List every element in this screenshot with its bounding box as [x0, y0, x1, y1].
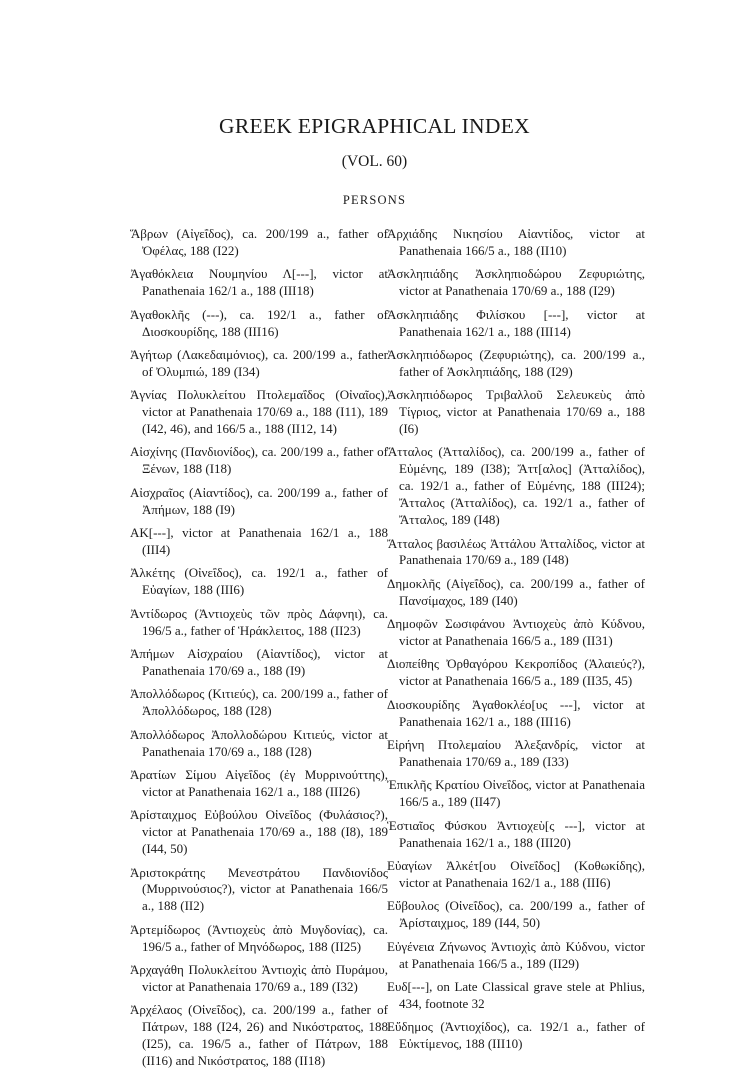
index-column-right [387, 226, 645, 1060]
index-entry: Εὔβουλος (Οἰνεΐδος), ca. 200/199 a., father of Ἀρίσταιχμος, 189 (I44, 50) [387, 898, 645, 931]
index-entry: Ἀρχιάδης Νικησίου Αἰαντίδος, victor at Panathenaia 166/5 a., 188 (II10) [387, 226, 645, 258]
index-entry: Ἀρχαγάθη Πολυκλείτου Ἀντιοχὶς ἀπὸ Πυράμου, victor at Panathenaia 170/69 a., 189 (I32) [130, 962, 388, 994]
index-entry: Εἰρήνη Πτολεμαίου Ἀλεξανδρίς, victor at Panathenaia 170/69 a., 189 (I33) [387, 737, 645, 769]
index-entry: Ἀσκληπιάδης Φιλίσκου [---], victor at Panathenaia 162/1 a., 188 (III14) [387, 306, 645, 339]
index-entry: Εὐαγίων Ἀλκέτ[ου Οἰνεΐδος] (Κοθωκίδης), victor at Panathenaia 162/1 a., 188 (III6) [387, 858, 645, 890]
index-entry: ΑΚ[---], victor at Panathenaia 162/1 a., 188 (III4) [130, 525, 388, 557]
index-entry: Ἀγήτωρ (Λακεδαιμόνιος), ca. 200/199 a., father of Ὀλυμπιώ, 189 (I34) [130, 346, 388, 379]
index-entry: Αἰσχραῖος (Αἰαντίδος), ca. 200/199 a., father of Ἀπήμων, 188 (I9) [130, 484, 388, 517]
index-entry: Ἀπολλόδωρος (Κιτιεύς), ca. 200/199 a., father of Ἀπολλόδωρος, 188 (I28) [130, 686, 388, 719]
index-entry: Εὐγένεια Ζήνωνος Ἀντιοχὶς ἀπὸ Κύδνου, victor at Panathenaia 166/5 a., 189 (II29) [387, 938, 645, 971]
index-entry: Δημοκλῆς (Αἰγεΐδος), ca. 200/199 a., father of Πανσίμαχος, 189 (I40) [387, 575, 645, 608]
index-entry: Διοπείθης Ὀρθαγόρου Κεκροπίδος (Ἁλαιεύς?), victor at Panathenaia 166/5 a., 189 (II35, 45) [387, 656, 645, 689]
index-entry: Ἀσκληπιάδης Ἀσκληπιοδώρου Ζεφυριώτης, victor at Panathenaia 170/69 a., 188 (I29) [387, 266, 645, 299]
index-entry: Αἰσχίνης (Πανδιονίδος), ca. 200/199 a., father of Ξένων, 188 (I18) [130, 444, 388, 477]
index-entry: Ἀρίσταιχμος Εὐβούλου Οἰνεΐδος (Φυλάσιος?), victor at Panathenaia 170/69 a., 188 (I8), 189 (I44, 50) [130, 807, 388, 857]
index-entry: Ευδ[---], on Late Classical grave stele at Phlius, 434, footnote 32 [387, 978, 645, 1011]
index-entry: Ἄτταλος βασιλέως Ἀττάλου Ἀτταλίδος, victor at Panathenaia 170/69 a., 189 (I48) [387, 535, 645, 568]
index-entry: Ἀγαθοκλῆς (---), ca. 192/1 a., father of Διοσκουρίδης, 188 (III16) [130, 306, 388, 339]
index-entry: Διοσκουρίδης Ἀγαθοκλέο[υς ---], victor at Panathenaia 162/1 a., 188 (III16) [387, 696, 645, 729]
index-entry: Ἀντίδωρος (Ἀντιοχεὺς τῶν πρὸς Δάφνηι), ca. 196/5 a., father of Ἡράκλειτος, 188 (II23) [130, 605, 388, 638]
index-entry: Ἄτταλος (Ἀτταλίδος), ca. 200/199 a., father of Εὐμένης, 189 (I38); Ἄττ[αλος] (Ἀτταλίδος), ca. 192/1 a., father of Εὐμένης, 188 (III24); Ἄτταλος (Ἀτταλίδος), ca. 192/1 a., father of Ἄτταλος, 189 (I48) [387, 444, 645, 528]
index-entry: Δημοφῶν Σωσιφάνου Ἀντιοχεὺς ἀπὸ Κύδνου, victor at Panathenaia 166/5 a., 189 (II31) [387, 616, 645, 649]
index-entry: Ἀρατίων Σίμου Αἰγεΐδος (ἐγ Μυρρινούττης), victor at Panathenaia 162/1 a., 188 (III26) [130, 766, 388, 799]
index-entry: Ἀπολλόδωρος Ἀπολλοδώρου Κιτιεύς, victor at Panathenaia 170/69 a., 188 (I28) [130, 726, 388, 759]
index-entry: Εὔδημος (Ἀντιοχίδος), ca. 192/1 a., father of Εὐκτίμενος, 188 (III10) [387, 1019, 645, 1052]
index-entry: Ἀγνίας Πολυκλείτου Πτολεμαΐδος (Οἰναῖος), victor at Panathenaia 170/69 a., 188 (I11), 189 (I42, 46), and 166/5 a., 188 (II12, 14) [130, 387, 388, 437]
index-entry: Ἀριστοκράτης Μενεστράτου Πανδιονίδος (Μυρρινούσιος?), victor at Panathenaia 166/5 a., 188 (II2) [130, 864, 388, 914]
page-title: GREEK EPIGRAPHICAL INDEX [219, 114, 530, 138]
index-column-left [130, 226, 388, 1076]
index-entry: Ἀρτεμίδωρος (Ἀντιοχεὺς ἀπὸ Μυγδονίας), ca. 196/5 a., father of Μηνόδωρος, 188 (II25) [130, 921, 388, 954]
index-entry: Ἀπήμων Αἰσχραίου (Αἰαντίδος), victor at Panathenaia 170/69 a., 188 (I9) [130, 646, 388, 678]
index-entry: Ἀρχέλαος (Οἰνεΐδος), ca. 200/199 a., father of Πάτρων, 188 (I24, 26) and Νικόστρατος, 188 (I25), ca. 196/5 a., father of Πάτρων, 188 (II16) and Νικόστρατος, 188 (II18) [130, 1002, 388, 1069]
index-entry: Ἀγαθόκλεια Νουμηνίου Λ[---], victor at Panathenaia 162/1 a., 188 (III18) [130, 266, 388, 299]
index-entry: Ἀλκέτης (Οἰνεΐδος), ca. 192/1 a., father of Εὐαγίων, 188 (III6) [130, 565, 388, 598]
index-entry: Ἅβρων (Αἰγεΐδος), ca. 200/199 a., father of Ὀφέλας, 188 (I22) [130, 226, 388, 258]
index-entry: Ἑστιαῖος Φύσκου Ἀντιοχεὺ[ς ---], victor at Panathenaia 162/1 a., 188 (III20) [387, 817, 645, 850]
index-entry: Ἀσκληπιόδωρος (Ζεφυριώτης), ca. 200/199 a., father of Ἀσκληπιάδης, 188 (I29) [387, 346, 645, 379]
volume-label: (VOL. 60) [341, 153, 408, 170]
index-entry: Ἀσκληπιόδωρος Τριβαλλοῦ Σελευκεὺς ἀπὸ Τίγριος, victor at Panathenaia 170/69 a., 188 (I6) [387, 387, 645, 437]
index-entry: Ἐπικλῆς Κρατίου Οἰνεΐδος, victor at Panathenaia 166/5 a., 189 (II47) [387, 777, 645, 810]
section-heading: PERSONS [342, 193, 407, 207]
